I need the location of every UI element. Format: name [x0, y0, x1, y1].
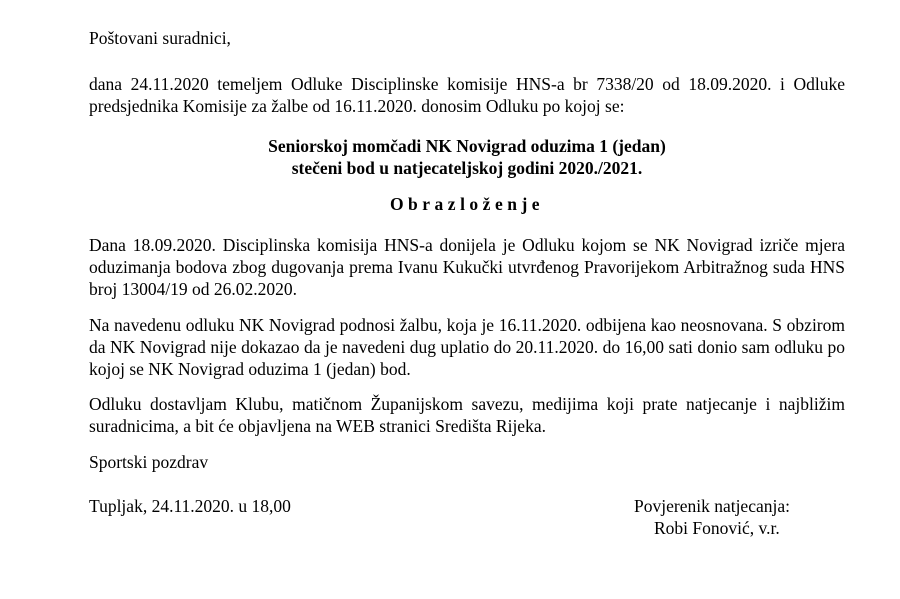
reasoning-paragraph-1: Dana 18.09.2020. Disciplinska komisija HNS-a donijela je Odluku kojom se NK Novigrad izriče mjera oduzimanja bodova zbog dugovanja prema Ivanu Kukučki utvrđenog Pravorijekom Arbitražnog suda HNS broj 13004/19 od 26.02.2020. [89, 235, 845, 299]
signatory-title: Povjerenik natjecanja: [634, 496, 790, 516]
salutation: Poštovani suradnici, [89, 28, 231, 48]
intro-paragraph: dana 24.11.2020 temeljem Odluke Disciplinske komisije HNS-a br 7338/20 od 18.09.2020. i Odluke predsjednika Komisije za žalbe od 16.11.2020. donosim Odluku po kojoj se: [89, 74, 845, 116]
signatory-name: Robi Fonović, v.r. [654, 518, 780, 538]
reasoning-heading: Obrazloženje [389, 194, 545, 214]
closing-greeting: Sportski pozdrav [89, 452, 209, 472]
decision-line-1: Seniorskoj momčadi NK Novigrad oduzima 1 (jedan) [268, 136, 666, 156]
decision-line-2: stečeni bod u natjecateljskoj godini 2020./2021. [291, 158, 643, 178]
place-and-date: Tupljak, 24.11.2020. u 18,00 [89, 496, 291, 516]
reasoning-paragraph-2: Na navedenu odluku NK Novigrad podnosi žalbu, koja je 16.11.2020. odbijena kao neosnovana. S obzirom da NK Novigrad nije dokazao da je navedeni dug uplatio do 20.11.2020. do 16,00 sati donio sam odluku po kojoj se NK Novigrad oduzima 1 (jedan) bod. [89, 315, 845, 379]
reasoning-paragraph-3: Odluku dostavljam Klubu, matičnom Županijskom savezu, medijima koji prate natjecanje i najbližim suradnicima, a bit će objavljena na WEB stranici Središta Rijeka. [89, 394, 845, 436]
